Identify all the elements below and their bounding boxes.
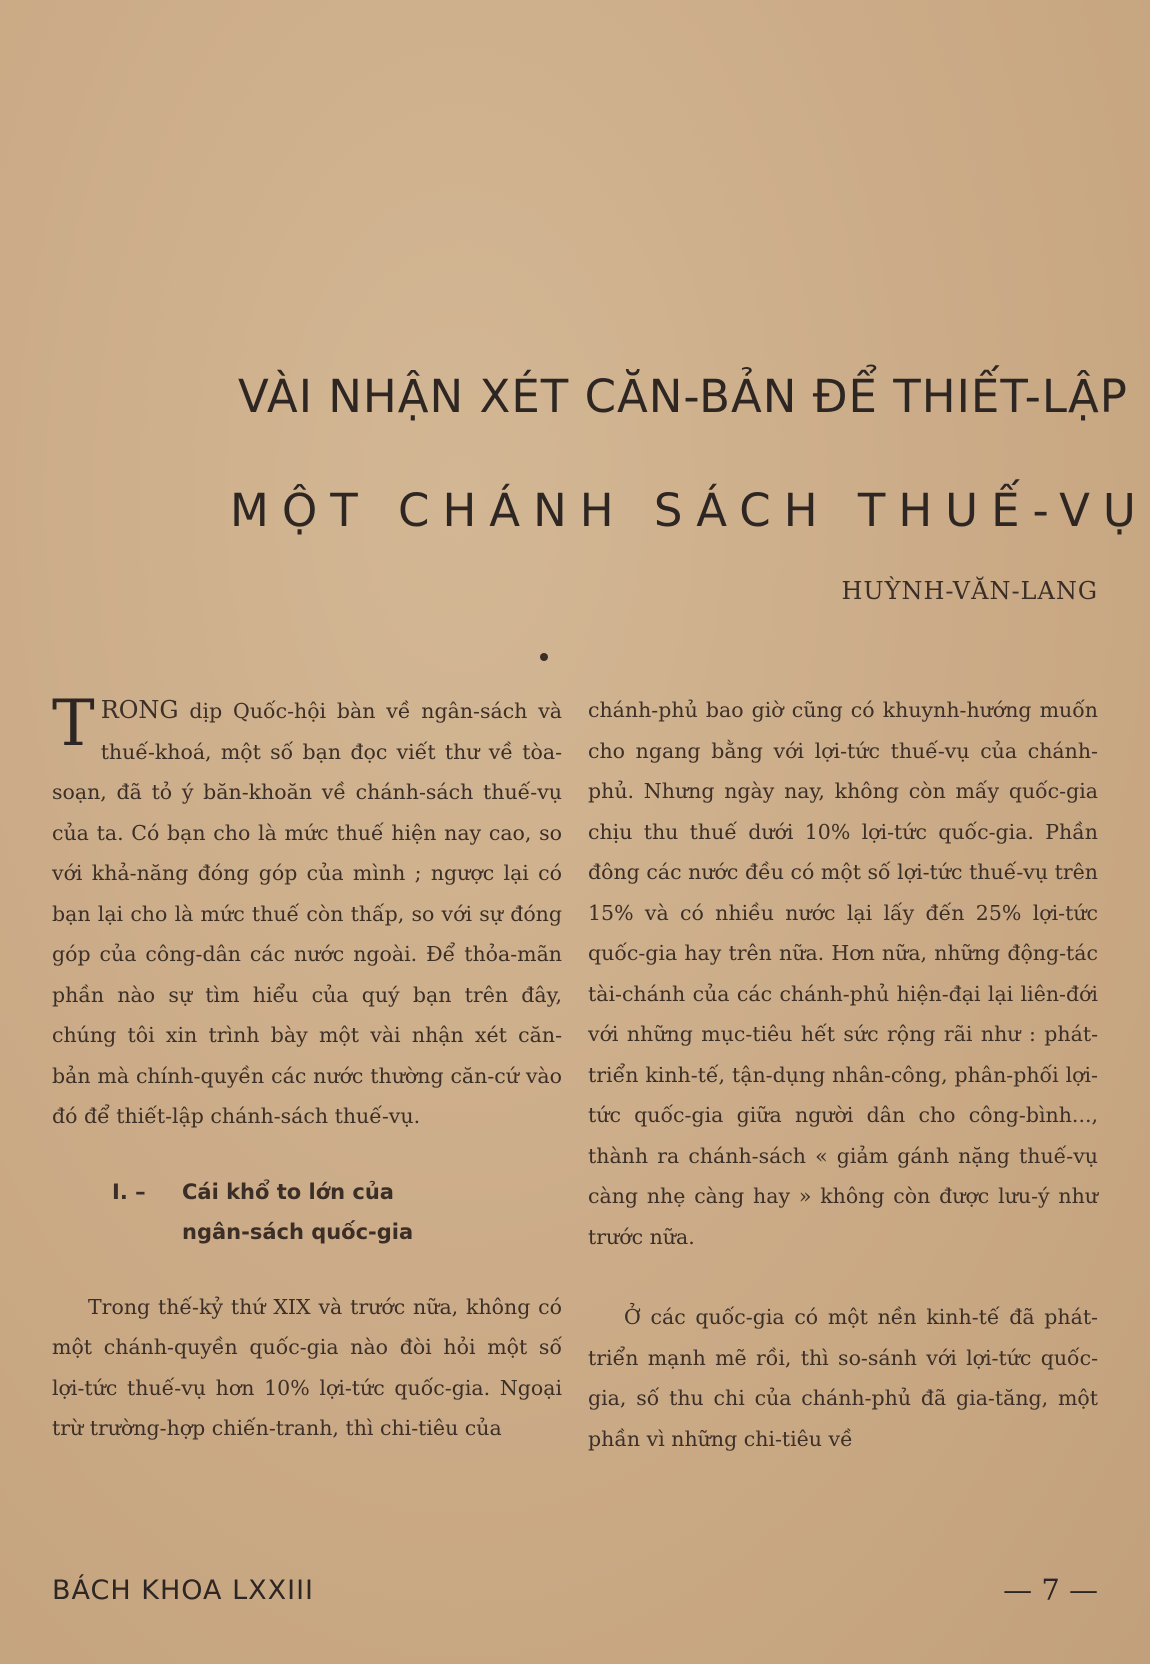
right-column [588,690,1098,1459]
article-author: HUỲNH-VĂN-LANG [841,577,1098,605]
paragraph-gap [588,1257,1098,1297]
article-title-line2: MỘT CHÁNH SÁCH THUẾ-VỤ [230,484,1149,537]
lead-word: RONG [100,696,179,724]
body-paragraph-3 [588,1297,1098,1459]
section-title-line1: Cái khổ to lớn của [182,1179,394,1204]
body-paragraph-2 [52,1287,562,1449]
journal-footer: BÁCH KHOA LXXIII [52,1575,315,1606]
paragraph-2-continuation: chánh-phủ bao giờ cũng có khuynh-hướng muốn cho ngang bằng với lợi-tức thuế-vụ của chánh-phủ. Nhưng ngày nay, không còn mấy quốc-gia chịu thu thuế dưới 10% lợi-tức quốc-gia. Phần đông các nước đều có một số lợi-tức thuế-vụ trên 15% và có nhiều nước lại lấy đến 25% lợi-tức quốc-gia hay trên nữa. Hơn nữa, những động-tác tài-chánh của các chánh-phủ hiện-đại lại liên-đới với những mục-tiêu hết sức rộng rãi như : phát-triển kinh-tế, tận-dụng nhân-công, phân-phối lợi-tức quốc-gia giữa người dân cho công-bình..., thành ra chánh-sách « giảm gánh nặng thuế-vụ càng nhẹ càng hay » không còn được lưu-ý như trước nữa. [588,698,1098,1249]
intro-paragraph [52,687,562,1137]
section-title-line2: ngân-sách quốc-gia [182,1219,414,1244]
intro-text: dịp Quốc-hội bàn về ngân-sách và thuế-khoá, một số bạn đọc viết thư về tòa-soạn, đã tỏ ý băn-khoăn về chánh-sách thuế-vụ của ta. Có bạn cho là mức thuế hiện nay cao, so với khả-năng đóng góp của mình ; ngược lại có bạn lại cho là mức thuế còn thấp, so với sự đóng góp của công-dân các nước ngoài. Để thỏa-mãn phần nào sự tìm hiểu của quý bạn trên đây, chúng tôi xin trình bày một vài nhận xét căn- bản mà chính-quyền các nước thường căn-cứ vào đó để thiết-lập chánh-sách thuế-vụ. [52,699,562,1128]
paragraph-3-text: Ở các quốc-gia có một nền kinh-tế đã phát-triển mạnh mẽ rồi, thì so-sánh với lợi-tức quốc-gia, số thu chi của chánh-phủ đã gia-tăng, một phần vì những chi-tiêu về [588,1305,1098,1451]
paragraph-2-text: Trong thế-kỷ thứ XIX và trước nữa, không có một chánh-quyền quốc-gia nào đòi hỏi một số lợi-tức thuế-vụ hơn 10% lợi-tức quốc-gia. Ngoại trừ trường-hợp chiến-tranh, thì chi-tiêu của [52,1294,562,1440]
section-number: I. – [112,1179,146,1204]
separator-dot [540,653,548,661]
page-number: — 7 — [1003,1573,1098,1607]
left-column [52,687,562,1449]
section-heading [112,1172,562,1252]
article-title-line1: VÀI NHẬN XÉT CĂN-BẢN ĐỂ THIẾT-LẬP [238,370,1128,423]
drop-cap: T [52,687,95,761]
